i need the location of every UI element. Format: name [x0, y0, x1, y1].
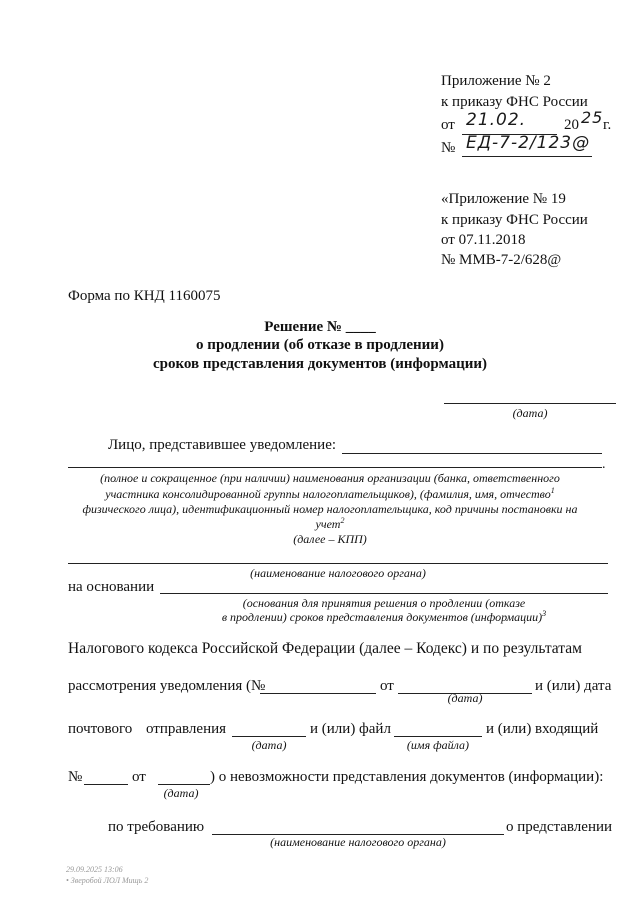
- footer-stamp-1: 29.09.2025 13:06: [66, 865, 123, 874]
- code-line: Налогового кодекса Российской Федерации (далее – Кодекс) и по результатам: [68, 640, 582, 657]
- num-line: [84, 784, 128, 785]
- appendix-num-prefix: №: [441, 140, 456, 156]
- req-caption: (наименование налогового органа): [270, 835, 446, 849]
- basis-caption-1: (основания для принятия решения о продлении (отказе: [242, 596, 526, 610]
- appendix-year-prefix: 20: [564, 117, 579, 133]
- num-date-caption: (дата): [163, 786, 199, 800]
- review-ot: от: [380, 678, 394, 694]
- appendix-num-line: [462, 156, 592, 157]
- num-prefix: №: [68, 769, 83, 785]
- num-suffix: ) о невозможности представления документов (информации):: [210, 769, 604, 785]
- footer-stamp-2: • Зверобой ЛОЛ Мищь 2: [66, 876, 149, 885]
- postal-incoming-label: и (или) входящий: [486, 721, 599, 737]
- req-prefix: по требованию: [108, 819, 205, 835]
- basis-line: [160, 593, 608, 594]
- postal-word-2: отправления: [146, 721, 227, 737]
- review-date-caption: (дата): [447, 691, 483, 705]
- person-caption-4: учет$^2$: [315, 516, 345, 531]
- person-caption-3: физического лица), идентификационный номер налогоплательщика, код причины постановки на: [82, 502, 578, 516]
- appendix-year-handwritten: 25: [581, 108, 604, 127]
- decision-subtitle-2: сроков представления документов (информации): [152, 356, 488, 372]
- postal-date-caption: (дата): [251, 738, 287, 752]
- tax-organ-line: [68, 563, 608, 564]
- appendix19-order: к приказу ФНС России: [441, 212, 588, 228]
- review-number-line: [260, 693, 376, 694]
- date-caption: (дата): [512, 406, 548, 420]
- appendix-order: к приказу ФНС России: [441, 94, 588, 110]
- person-line-2: [68, 467, 602, 468]
- postal-file-label: и (или) файл: [310, 721, 391, 737]
- tax-organ-caption: (наименование налогового органа): [250, 566, 426, 580]
- person-label: Лицо, представившее уведомление:: [108, 437, 337, 453]
- basis-caption-2: в продлении) сроков представления документов (информации)$^3$: [221, 609, 547, 624]
- date-line: [444, 403, 616, 404]
- appendix-date-handwritten: 21.02.: [466, 110, 527, 130]
- req-suffix: о представлении: [506, 819, 613, 835]
- form-code: Форма по КНД 1160075: [68, 288, 221, 304]
- appendix-num-handwritten: ЕД-7-2/123@: [466, 133, 591, 153]
- person-caption-1: (полное и сокращенное (при наличии) наименования организации (банка, ответственного: [100, 471, 560, 485]
- review-prefix: рассмотрения уведомления (№: [68, 678, 266, 694]
- postal-word-1: почтового: [68, 721, 133, 737]
- num-date-line: [158, 784, 210, 785]
- review-suffix: и (или) дата: [535, 678, 612, 694]
- person-line-1: [342, 453, 602, 454]
- appendix19-number: № ММВ-7-2/628@: [441, 252, 562, 268]
- appendix19-title: «Приложение № 19: [441, 191, 566, 207]
- decision-subtitle-1: о продлении (об отказе в продлении): [196, 337, 444, 353]
- postal-file-line: [394, 736, 482, 737]
- postal-file-caption: (имя файла): [406, 738, 470, 752]
- appendix-year-suffix: г.: [603, 117, 612, 133]
- person-caption-5: (далее – КПП): [293, 532, 367, 546]
- appendix-title: Приложение № 2: [441, 73, 551, 89]
- basis-label: на основании: [68, 579, 155, 595]
- appendix19-date: от 07.11.2018: [441, 232, 526, 248]
- person-line-dot: .: [602, 457, 606, 472]
- postal-date-line: [232, 736, 306, 737]
- person-caption-2: участника консолидированной группы налогоплательщиков), (фамилия, имя, отчество$^1$: [105, 486, 555, 501]
- num-ot: от: [132, 769, 146, 785]
- decision-title: Решение № ____: [264, 319, 376, 335]
- appendix-date-prefix: от: [441, 117, 455, 133]
